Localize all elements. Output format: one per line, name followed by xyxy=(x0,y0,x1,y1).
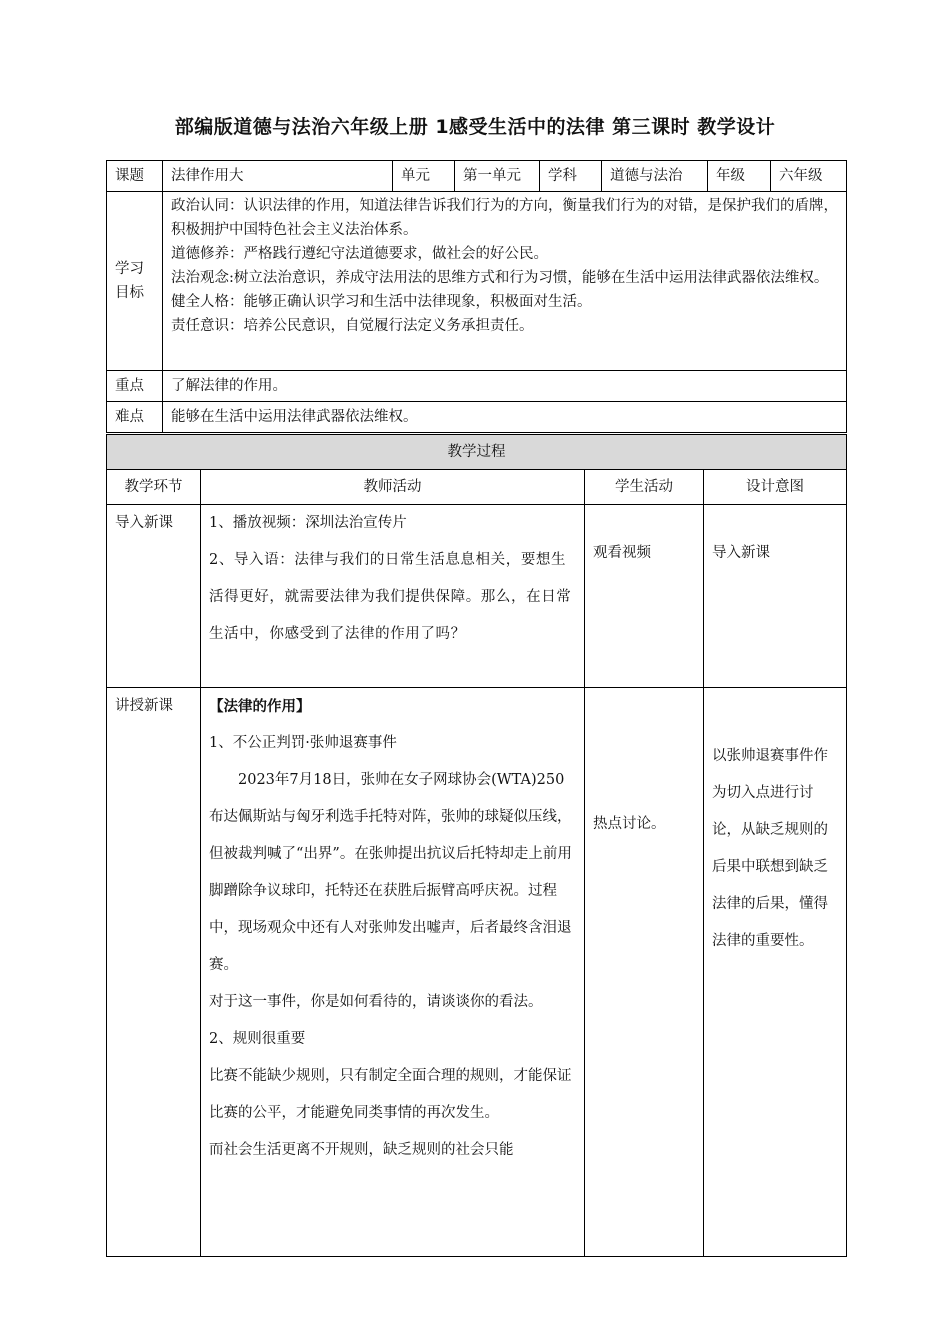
key-point-row xyxy=(107,371,847,402)
header-teacher: 教师活动 xyxy=(201,470,585,505)
info-table xyxy=(106,160,847,433)
intro-teacher xyxy=(201,505,585,688)
goal-personality: 健全人格：能够正确认识学习和生活中法律现象，积极面对生活。 xyxy=(171,294,592,310)
society-text: 而社会生活更离不开规则，缺乏规则的社会只能 xyxy=(209,1142,514,1158)
lecture-intent: 以张帅退赛事件作为切入点进行讨论，从缺乏规则的后果中联想到缺乏法律的后果，懂得法律的重要性。 xyxy=(704,688,847,1257)
lecture-stage: 讲授新课 xyxy=(107,688,201,1257)
goals-content xyxy=(163,192,847,371)
lecture-student: 热点讨论。 xyxy=(585,688,704,1257)
goal-responsibility: 责任意识：培养公民意识，自觉履行法定义务承担责任。 xyxy=(171,318,534,334)
goals-row xyxy=(107,192,847,371)
grade-value: 六年级 xyxy=(771,161,847,192)
intro-stage: 导入新课 xyxy=(107,505,201,688)
process-title: 教学过程 xyxy=(107,435,847,470)
difficulty-row xyxy=(107,402,847,433)
lecture-teacher xyxy=(201,688,585,1257)
goals-label: 学习目标 xyxy=(107,192,163,371)
process-title-row xyxy=(107,435,847,470)
topic-value: 法律作用大 xyxy=(163,161,393,192)
difficulty-label: 难点 xyxy=(107,402,163,433)
goal-moral: 道德修养：严格践行遵纪守法道德要求，做社会的好公民。 xyxy=(171,246,548,262)
intro-intent: 导入新课 xyxy=(704,505,847,688)
header-student: 学生活动 xyxy=(585,470,704,505)
case-title: 1、不公正判罚·张帅退赛事件 xyxy=(209,735,397,751)
topic-label: 课题 xyxy=(107,161,163,192)
intro-student: 观看视频 xyxy=(585,505,704,688)
unit-label: 单元 xyxy=(393,161,455,192)
section-heading: 【法律的作用】 xyxy=(209,698,311,715)
document-title: 部编版道德与法治六年级上册 1感受生活中的法律 第三课时 教学设计 xyxy=(174,116,776,138)
key-point-value: 了解法律的作用。 xyxy=(163,371,847,402)
subject-label: 学科 xyxy=(540,161,602,192)
header-stage: 教学环节 xyxy=(107,470,201,505)
case-question: 对于这一事件，你是如何看待的，请谈谈你的看法。 xyxy=(209,994,543,1010)
intro-teacher-step1: 1、播放视频：深圳法治宣传片 xyxy=(209,515,407,531)
intro-row xyxy=(107,505,847,688)
rules-title: 2、规则很重要 xyxy=(209,1031,306,1047)
difficulty-value: 能够在生活中运用法律武器依法维权。 xyxy=(163,402,847,433)
subject-value: 道德与法治 xyxy=(602,161,708,192)
unit-value: 第一单元 xyxy=(455,161,540,192)
intro-teacher-step2: 2、导入语：法律与我们的日常生活息息相关，要想生活得更好，就需要法律为我们提供保障。那么，在日常生活中，你感受到了法律的作用了吗？ xyxy=(209,552,572,642)
goal-political: 政治认同：认识法律的作用，知道法律告诉我们行为的方向，衡量我们行为的对错，是保护我们的盾牌，积极拥护中国特色社会主义法治体系。 xyxy=(171,198,838,238)
case-description: 2023年7月18日，张帅在女子网球协会(WTA)250布达佩斯站与匈牙利选手托特对阵，张帅的球疑似压线，但被裁判喊了“出界”。在张帅提出抗议后托特却走上前用脚蹭除争议球印，托特还在获胜后振臂高呼庆祝。过程中，现场观众中还有人对张帅发出嘘声，后者最终含泪退赛。 xyxy=(209,772,572,973)
grade-label: 年级 xyxy=(708,161,771,192)
rules-text: 比赛不能缺少规则，只有制定全面合理的规则，才能保证比赛的公平，才能避免同类事情的再次发生。 xyxy=(209,1068,572,1121)
key-point-label: 重点 xyxy=(107,371,163,402)
lecture-row xyxy=(107,688,847,1257)
header-intent: 设计意图 xyxy=(704,470,847,505)
process-header-row xyxy=(107,470,847,505)
process-table xyxy=(106,434,847,1257)
basic-info-row xyxy=(107,161,847,192)
goal-law: 法治观念:树立法治意识，养成守法用法的思维方式和行为习惯，能够在生活中运用法律武器依法维权。 xyxy=(171,270,829,286)
